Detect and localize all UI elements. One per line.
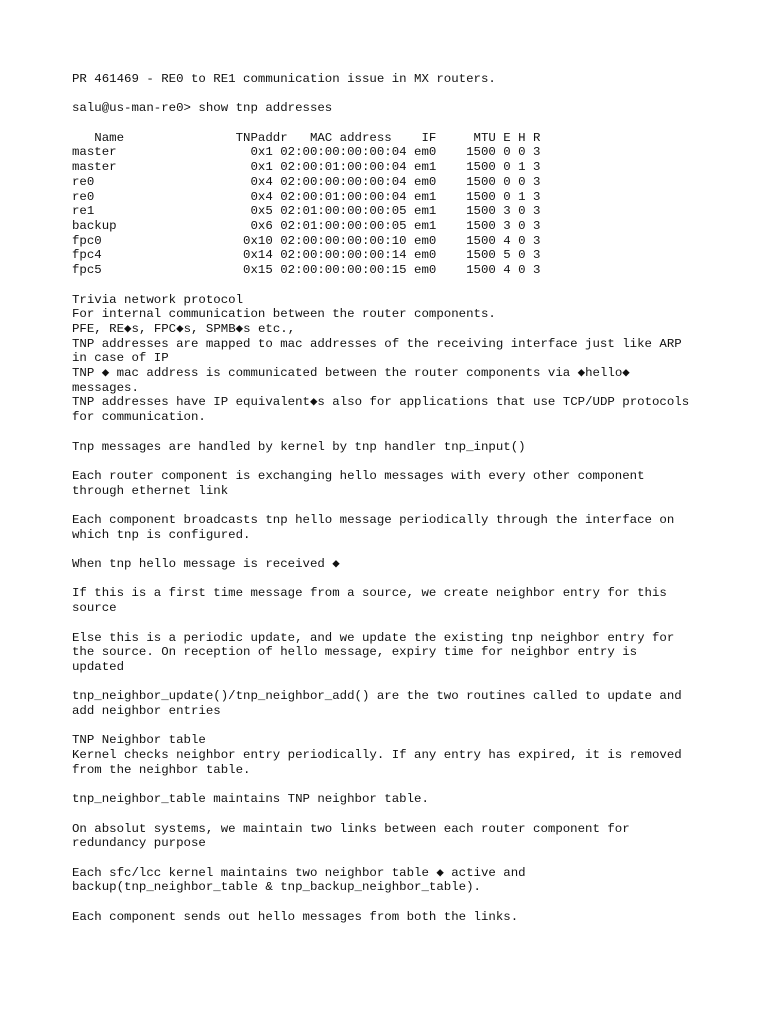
paragraph-routines: tnp_neighbor_update()/tnp_neighbor_add() are the two routines called to update and add neighbor entries xyxy=(72,689,682,719)
table-row: re0 0x4 02:00:01:00:00:04 em1 1500 0 1 3 xyxy=(72,189,541,204)
paragraph-periodic-update: Else this is a periodic update, and we update the existing tnp neighbor entry for the source. On reception of hello message, expiry time for neighbor entry is updated xyxy=(72,630,675,674)
paragraph-hello-received: When tnp hello message is received ◆ xyxy=(72,557,340,572)
document-title: PR 461469 - RE0 to RE1 communication issue in MX routers. xyxy=(72,72,496,86)
paragraph-two-tables: Each sfc/lcc kernel maintains two neighbor table ◆ active and backup(tnp_neighbor_table & tnp_backup_neighbor_table). xyxy=(72,865,526,895)
table-header: Name TNPaddr MAC address IF MTU E H R xyxy=(72,130,541,145)
paragraph-table-maintains: tnp_neighbor_table maintains TNP neighbor table. xyxy=(72,792,429,807)
table-row: fpc5 0x15 02:00:00:00:00:15 em0 1500 4 0 3 xyxy=(72,263,541,278)
document-page xyxy=(72,72,712,939)
table-row: re1 0x5 02:01:00:00:00:05 em1 1500 3 0 3 xyxy=(72,204,541,219)
table-row: backup 0x6 02:01:00:00:00:05 em1 1500 3 0 3 xyxy=(72,219,541,233)
table-row: fpc0 0x10 02:00:00:00:00:10 em0 1500 4 0 3 xyxy=(72,233,541,248)
paragraph-absolut-systems: On absolut systems, we maintain two links between each router component for redundancy purpose xyxy=(72,821,630,851)
paragraph-broadcast: Each component broadcasts tnp hello message periodically through the interface on which tnp is configured. xyxy=(72,513,675,542)
paragraph-hello-exchange: Each router component is exchanging hello messages with every other component through ethernet link xyxy=(72,468,645,498)
table-row: re0 0x4 02:00:00:00:00:04 em0 1500 0 0 3 xyxy=(72,174,541,189)
paragraph-both-links: Each component sends out hello messages from both the links. xyxy=(72,909,519,924)
table-row: master 0x1 02:00:00:00:00:04 em0 1500 0 0 3 xyxy=(72,145,541,160)
paragraph-neighbor-table: TNP Neighbor table Kernel checks neighbor entry periodically. If any entry has expired, it is removed from the neighbor table. xyxy=(72,733,682,777)
table-row: fpc4 0x14 02:00:00:00:00:14 em0 1500 5 0 3 xyxy=(72,248,541,263)
table-row: master 0x1 02:00:01:00:00:04 em1 1500 0 1 3 xyxy=(72,160,541,175)
paragraph-first-time: If this is a first time message from a source, we create neighbor entry for this source xyxy=(72,586,667,616)
cli-command: salu@us-man-re0> show tnp addresses xyxy=(72,101,333,116)
tnp-addresses-table xyxy=(72,131,712,278)
paragraph-trivia-protocol: Trivia network protocol For internal communication between the router components. PFE, RE◆s, FPC◆s, SPMB◆s etc., TNP addresses are mapped to mac addresses of the receiving interface just like ARP in case of IP TNP ◆ mac address is communicated between the router components via ◆hello◆ messages. TNP addresses have IP equivalent◆s also for applications that use TCP/UDP protocols for communication. xyxy=(72,292,690,425)
paragraph-kernel-handler: Tnp messages are handled by kernel by tnp handler tnp_input() xyxy=(72,439,526,454)
